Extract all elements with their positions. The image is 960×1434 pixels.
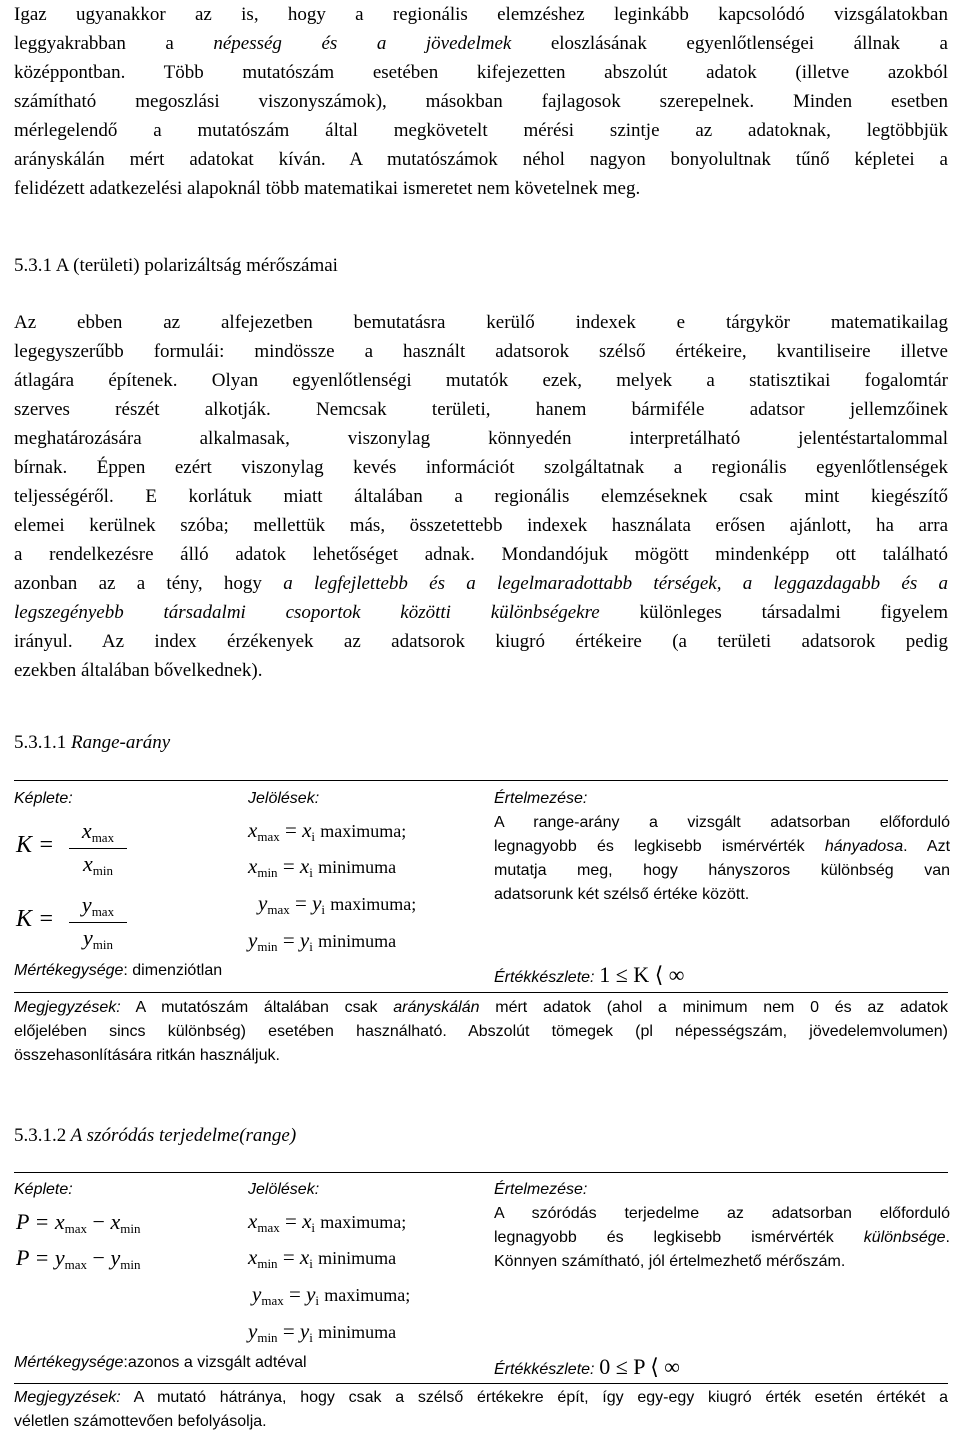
subsection-heading-range: 5.3.1.2 A szóródás terjedelme(range) <box>14 1125 297 1146</box>
intro-line: középpontban. Több mutatószám esetében kifejezetten abszolút adatok (illetve azokból <box>14 62 948 83</box>
box2-mid-rule <box>14 1383 948 1384</box>
box1-note-line: előjelében sincs különbség) esetében használható. Abszolút tömegek (pl népességszám, jövedelemvolumen) <box>14 1023 948 1040</box>
box1-notation-ymin: $y_{min} = y_i$ minimuma <box>248 928 397 954</box>
box2-formula-x: $P = x_{max} - x_{min}$ <box>16 1209 141 1236</box>
section-line: meghatározására alkalmasak, viszonylag könnyedén interpretálható jelentéstartalommal <box>14 428 948 449</box>
section-line: Az ebben az alfejezetben bemutatásra kerülő indexek e tárgykör matematikailag <box>14 312 948 333</box>
box1-formula-header: Képlete: <box>14 790 73 807</box>
box1-meaning-line: A range-arány a vizsgált adatsorban előforduló <box>494 814 950 831</box>
box2-notation-ymax: $y_{max} = y_i$ maximuma; <box>252 1282 411 1308</box>
intro-paragraph <box>14 0 948 203</box>
box2-meaning-line: Könnyen számítható, jól értelmezhető mérőszám. <box>494 1253 846 1270</box>
intro-line: mérlegelendő a mutatószám által megkövetelt mérési szintje az adatoknak, legtöbbjük <box>14 120 948 141</box>
box1-meaning-line: mutatja meg, hogy hányszoros különbség van <box>494 862 950 879</box>
subsection-heading-range-ratio: 5.3.1.1 Range-arány <box>14 732 171 753</box>
box1-note-line: Megjegyzések: A mutatószám általában csak arányskálán mért adatok (ahol a minimum nem 0 és az adatok <box>14 999 948 1016</box>
box2-meaning-line: legnagyobb és legkisebb ismérvérték különbsége. <box>494 1229 950 1246</box>
intro-line: arányskálán mért adatokat kíván. A mutatószámok néhol nagyon bonyolultnak tűnő képletei a <box>14 149 948 170</box>
section-line: ezekben általában bővelkednek). <box>14 660 263 681</box>
box1-note-line: összehasonlítására ritkán használjuk. <box>14 1047 280 1064</box>
intro-line: leggyakrabban a népesség és a jövedelmek eloszlásának egyenlőtlenségei állnak a <box>14 33 948 54</box>
section-line: szerves részét alkotják. Nemcsak területi, hanem bármiféle adatsor jellemzőinek <box>14 399 948 420</box>
box2-meaning-header: Értelmezése: <box>494 1181 588 1198</box>
box1-notation-xmin: $x_{min} = x_i$ minimuma <box>248 854 397 880</box>
box2-note-line: véletlen számottevően befolyásolja. <box>14 1413 267 1430</box>
box2-top-rule <box>14 1172 948 1173</box>
section-line: bírnak. Éppen ezért viszonylag kevés információt szolgáltatnak a regionális egyenlőtlenségek <box>14 457 948 478</box>
box1-note <box>14 996 948 1068</box>
box1-fraction-y: $y_{max}$ $y_{min}$ <box>69 892 127 953</box>
box2-notation-ymin: $y_{min} = y_i$ minimuma <box>248 1319 397 1345</box>
intro-line: számítható megoszlási viszonyszámok), másokban fajlagosok szerepelnek. Minden esetben <box>14 91 948 112</box>
box1-range: Értékkészlete: 1 ≤ K ⟨ ∞ <box>494 962 685 987</box>
box1-meaning-line: adatsorunk két szélső értéke között. <box>494 886 750 903</box>
box1-formula-lhs-1: K = <box>16 832 55 858</box>
box1-notation-ymax: $y_{max} = y_i$ maximuma; <box>258 891 417 917</box>
box2-range: Értékkészlete: 0 ≤ P ⟨ ∞ <box>494 1354 680 1379</box>
box1-meaning <box>494 811 950 907</box>
box2-note <box>14 1386 948 1434</box>
box1-unit: Mértékegysége: dimenziótlan <box>14 962 223 979</box>
section-line: teljességéről. E korlátuk miatt általában a regionális elemzéseknek csak mint kiegészítő <box>14 486 948 507</box>
box1-notation-xmax: $x_{max} = x_i$ maximuma; <box>248 818 407 844</box>
box2-meaning <box>494 1202 950 1274</box>
box1-formula-lhs-2: K = <box>16 906 55 932</box>
box1-top-rule <box>14 780 948 781</box>
box2-note-line: Megjegyzések: A mutató hátránya, hogy csak a szélső értékekre épít, így egy-egy kiugró érték esetén értékét a <box>14 1389 948 1406</box>
box2-unit: Mértékegysége:azonos a vizsgált adtéval <box>14 1354 307 1371</box>
section-heading: 5.3.1 A (területi) polarizáltság mérőszámai <box>14 255 338 276</box>
box2-notation-xmax: $x_{max} = x_i$ maximuma; <box>248 1209 407 1235</box>
box1-notation-header: Jelölések: <box>248 790 320 807</box>
box2-meaning-line: A szóródás terjedelme az adatsorban előforduló <box>494 1205 950 1222</box>
box2-notation-header: Jelölések: <box>248 1181 320 1198</box>
section-line: elemei kerülnek szóba; mellettük más, összetettebb indexek használata erősen ajánlott, ha arra <box>14 515 948 536</box>
section-line: legszegényebb társadalmi csoportok közötti különbségekre különleges társadalmi figyelem <box>14 602 948 623</box>
box1-fraction-x: $x_{max}$ $x_{min}$ <box>69 818 127 879</box>
section-paragraph <box>14 308 948 685</box>
box2-formula-header: Képlete: <box>14 1181 73 1198</box>
intro-line: Igaz ugyanakkor az is, hogy a regionális elemzéshez leginkább kapcsolódó vizsgálatokban <box>14 4 948 25</box>
box1-meaning-header: Értelmezése: <box>494 790 588 807</box>
section-line: legegyszerűbb formulái: mindössze a használt adatsorok szélső értékeire, kvantiliseire illetve <box>14 341 948 362</box>
section-line: azonban az a tény, hogy a legfejlettebb és a legelmaradottabb térségek, a leggazdagabb és a <box>14 573 948 594</box>
box1-mid-rule <box>14 992 948 993</box>
intro-line: felidézett adatkezelési alapoknál több matematikai ismeretet nem követelnek meg. <box>14 178 641 199</box>
box2-formula-y: $P = y_{max} - y_{min}$ <box>16 1245 141 1272</box>
section-line: a rendelkezésre álló adatok lehetőséget adnak. Mondandójuk mögött mindenképp ott található <box>14 544 948 565</box>
section-line: átlagára építenek. Olyan egyenlőtlenségi mutatók ezek, melyek a statisztikai fogalomtár <box>14 370 948 391</box>
box2-notation-xmin: $x_{min} = x_i$ minimuma <box>248 1245 397 1271</box>
section-line: irányul. Az index érzékenyek az adatsorok kiugró értékeire (a területi adatsorok pedig <box>14 631 948 652</box>
box1-meaning-line: legnagyobb és legkisebb ismérvérték hányadosa. Azt <box>494 838 950 855</box>
